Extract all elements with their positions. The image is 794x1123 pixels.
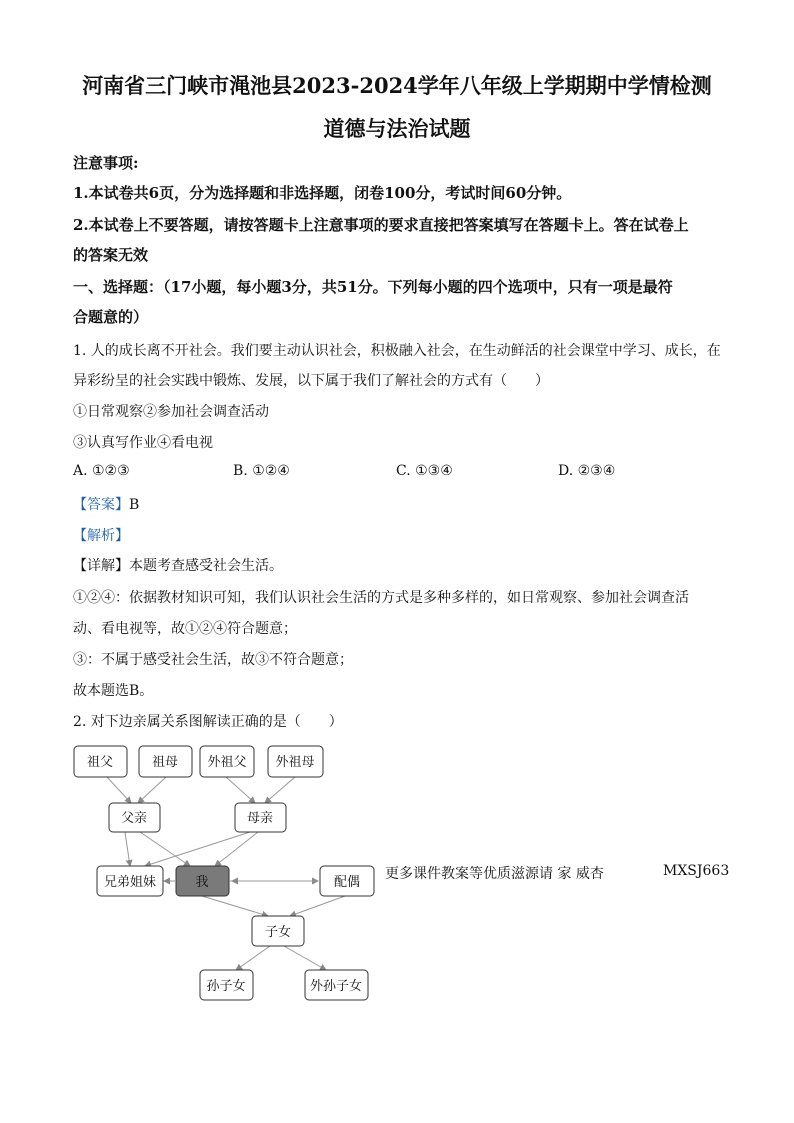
- watermark-id: MXSJ663: [663, 863, 730, 879]
- watermark-text: 更多课件教案等优质滋源请 家 威杏: [385, 866, 604, 882]
- q1-stem-b: 异彩纷呈的社会实践中锻炼、发展，以下属于我们了解社会的方式有（ ）: [73, 373, 549, 389]
- kinship-diagram: [0, 740, 400, 1010]
- notice-2b: 的答案无效: [73, 246, 149, 264]
- q1-option-c: C. ①③④: [396, 463, 453, 479]
- node-wo: 我: [195, 875, 209, 890]
- node-peiou: 配偶: [333, 875, 361, 890]
- node-fuqin: 父亲: [120, 811, 148, 826]
- q2-stem: 2. 对下边亲属关系图解读正确的是（ ）: [73, 714, 343, 730]
- q1-option-a: A. ①②③: [73, 463, 130, 479]
- q1-explanation-1a: ①②④：依据教材知识可知，我们认识社会生活的方式是多种多样的，如日常观察、参加社会调查活: [73, 590, 689, 606]
- q1-option-d: D. ②③④: [558, 463, 616, 479]
- node-muqin: 母亲: [246, 811, 274, 826]
- node-waisunzinv: 外孙子女: [309, 979, 363, 994]
- analysis-tag: 【解析】: [73, 528, 129, 544]
- section-heading-a: 一、选择题：（17小题，每小题3分，共51分。下列每小题的四个选项中，只有一项是最符: [73, 278, 673, 296]
- doc-title-line1: 河南省三门峡市渑池县2023-2024学年八年级上学期期中学情检测: [82, 73, 712, 98]
- q1-explanation-2: ③：不属于感受社会生活，故③不符合题意；: [73, 652, 353, 668]
- q1-stem-a: 1. 人的成长离不开社会。我们要主动认识社会，积极融入社会，在生动鲜活的社会课堂中学习、成长，在: [73, 343, 721, 359]
- node-sunzinv: 孙子女: [206, 979, 246, 994]
- notice-1: 1.本试卷共6页，分为选择题和非选择题，闭卷100分，考试时间60分钟。: [73, 184, 572, 202]
- notice-heading: 注意事项:: [73, 154, 139, 172]
- answer-value: B: [129, 497, 140, 513]
- q1-option-b: B. ①②④: [233, 463, 290, 479]
- section-heading-b: 合题意的）: [73, 308, 149, 326]
- node-xiongdi: 兄弟姐妹: [103, 875, 157, 890]
- answer-tag: 【答案】: [73, 497, 129, 513]
- node-waizumu: 外祖母: [275, 755, 315, 770]
- notice-2a: 2.本试卷上不要答题，请按答题卡上注意事项的要求直接把答案填写在答题卡上。答在试卷上: [73, 216, 689, 234]
- detail-text: 本题考查感受社会生活。: [129, 558, 283, 574]
- doc-title-line2: 道德与法治试题: [323, 116, 471, 141]
- q1-item-a: ①日常观察②参加社会调查活动: [73, 404, 269, 420]
- q1-conclusion: 故本题选B。: [73, 683, 154, 699]
- node-zumu: 祖母: [151, 755, 179, 770]
- q1-explanation-1b: 动、看电视等，故①②④符合题意；: [73, 621, 297, 637]
- q1-item-b: ③认真写作业④看电视: [73, 435, 213, 451]
- node-waizufu: 外祖父: [207, 755, 247, 770]
- node-zufu: 祖父: [86, 755, 114, 770]
- node-zinv: 子女: [264, 925, 292, 940]
- q1-detail: [73, 555, 283, 575]
- q1-answer: [73, 494, 139, 514]
- detail-tag: 【详解】: [73, 558, 129, 574]
